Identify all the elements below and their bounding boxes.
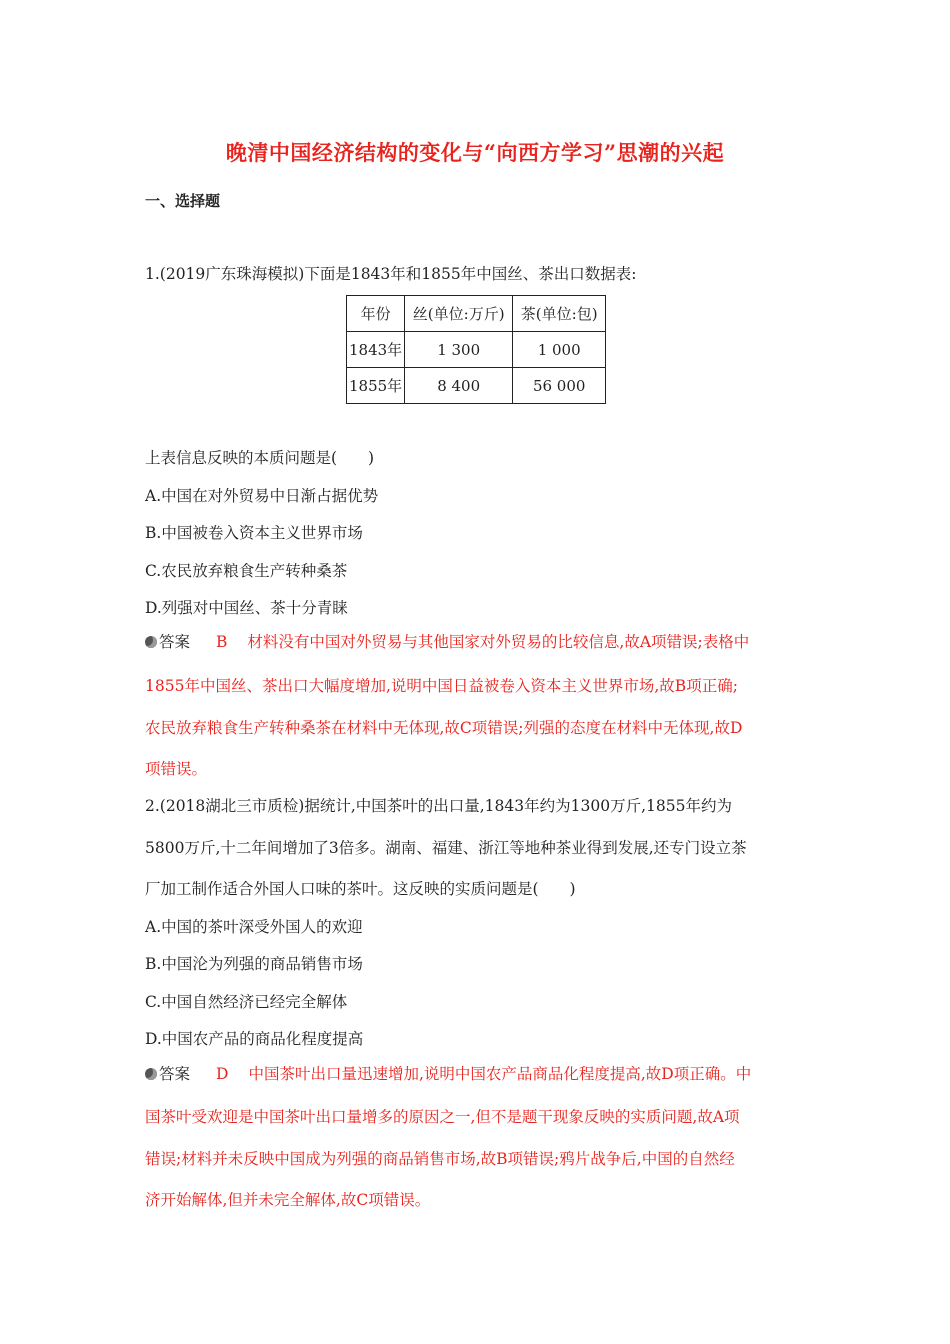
explanation-line: 1855年中国丝、茶出口大幅度增加,说明中国日益被卷入资本主义世界市场,故B项正确; <box>145 677 738 695</box>
q2-option-a: A.中国的茶叶深受外国人的欢迎 <box>145 918 363 936</box>
table-cell: 1843年 <box>347 332 405 368</box>
answer-label: 答案 <box>159 633 191 651</box>
document-title: 晚清中国经济结构的变化与“向西方学习”思潮的兴起 <box>225 140 725 165</box>
explanation-line: 错误;材料并未反映中国成为列强的商品销售市场,故B项错误;鸦片战争后,中国的自然经 <box>145 1150 735 1168</box>
table-header-cell: 丝(单位:万斤) <box>405 296 513 332</box>
q2-option-c: C.中国自然经济已经完全解体 <box>145 993 348 1011</box>
explanation-line: 中国茶叶出口量迅速增加,说明中国农产品商品化程度提高,故D项正确。中 <box>248 1065 752 1083</box>
explanation-line: 项错误。 <box>145 760 208 778</box>
explanation-line: 济开始解体,但并未完全解体,故C项错误。 <box>145 1191 431 1209</box>
answer-key: B <box>216 633 228 651</box>
q2-answer-line <box>145 1062 751 1084</box>
export-data-table <box>346 295 606 404</box>
table-header-cell: 茶(单位:包) <box>513 296 606 332</box>
explanation-line: 材料没有中国对外贸易与其他国家对外贸易的比较信息,故A项错误;表格中 <box>247 633 750 651</box>
q1-option-a: A.中国在对外贸易中日渐占据优势 <box>145 487 379 505</box>
table-cell: 56 000 <box>513 368 606 404</box>
table-cell: 8 400 <box>405 368 513 404</box>
explanation-line: 国茶叶受欢迎是中国茶叶出口量增多的原因之一,但不是题干现象反映的实质问题,故A项 <box>145 1108 740 1126</box>
q2-stem-line: 5800万斤,十二年间增加了3倍多。湖南、福建、浙江等地种茶业得到发展,还专门设立茶 <box>145 839 747 857</box>
table-row <box>347 368 606 404</box>
answer-marker-icon <box>145 636 157 648</box>
table-row <box>347 332 606 368</box>
q2-option-b: B.中国沦为列强的商品销售市场 <box>145 955 363 973</box>
q1-option-c: C.农民放弃粮食生产转种桑茶 <box>145 562 348 580</box>
table-cell: 1 300 <box>405 332 513 368</box>
q2-option-d: D.中国农产品的商品化程度提高 <box>145 1030 364 1048</box>
table-header-row <box>347 296 606 332</box>
section-heading: 一、选择题 <box>145 192 221 210</box>
q2-stem-line: 厂加工制作适合外国人口味的茶叶。这反映的实质问题是( ) <box>145 880 576 898</box>
q1-option-d: D.列强对中国丝、茶十分青睐 <box>145 599 348 617</box>
table-header-cell: 年份 <box>347 296 405 332</box>
q1-stem: 1.(2019广东珠海模拟)下面是1843年和1855年中国丝、茶出口数据表: <box>145 265 637 283</box>
answer-label: 答案 <box>159 1065 191 1083</box>
q1-question: 上表信息反映的本质问题是( ) <box>145 449 375 467</box>
answer-key: D <box>216 1065 229 1083</box>
table-cell: 1855年 <box>347 368 405 404</box>
answer-marker-icon <box>145 1068 157 1080</box>
q1-answer-line <box>145 630 749 652</box>
explanation-line: 农民放弃粮食生产转种桑茶在材料中无体现,故C项错误;列强的态度在材料中无体现,故D <box>145 719 743 737</box>
table-cell: 1 000 <box>513 332 606 368</box>
q1-option-b: B.中国被卷入资本主义世界市场 <box>145 524 363 542</box>
q2-stem-line: 2.(2018湖北三市质检)据统计,中国茶叶的出口量,1843年约为1300万斤,1855年约为 <box>145 797 732 815</box>
